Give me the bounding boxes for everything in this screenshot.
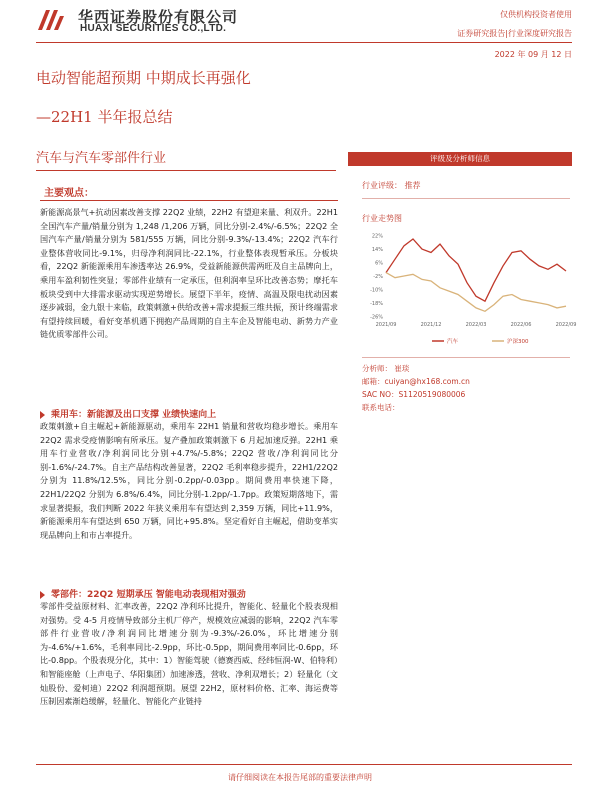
bullet-arrow-icon <box>40 411 45 419</box>
bullet-arrow-icon <box>40 591 45 599</box>
footer-divider <box>36 764 572 765</box>
sac-number: SAC NO：S1120519080006 <box>362 390 466 399</box>
series-line-1 <box>386 273 566 312</box>
key-points-title: 主要观点： <box>44 188 94 199</box>
industry-rating: 行业评级： 推荐 <box>362 181 421 190</box>
contact-phone: 联系电话： <box>362 403 400 412</box>
key-points-paragraph: 新能源高景气+抗动因素改善支撑 22Q2 业绩，22H2 有望迎来量、利双升。22H1 全国汽车产量/销量分别为 1,248 /1,206 万辆，同比分别-2.4%/-6.5%；22Q2 全国汽车产量/销量分别为 581/555 万辆，同比分别-9.3%/-13.4%；22Q2 汽车行业整体营收同比-9.1%，归母净利润同比-22.1%，行业整体表现暂承压。分板块看，22Q2 新能源乘用车渗透率达 26.9%，受益新能源供需两旺及自主品牌向上，乘用车盈利韧性突显；零部件业绩有一定承压，但利润率呈环比改善态势；摩托车板块受到中大排需求驱动实现逆势增长。展望下半年，疫情、高温及限电扰动因素逐步减弱，金九银十来临，政策刺激+供给改善+需求提振三维共振，预计终端需求有望持续回暖，看好变革机遇下拥抱产品周期的自主车企及智能电动、新势力产业链优质零部件公司。 <box>40 207 338 340</box>
company-logo-icon <box>36 8 66 32</box>
y-tick-label: -26% <box>370 314 383 321</box>
analyst-name: 分析师： 崔琰 <box>362 364 410 373</box>
industry-trend-chart <box>360 228 577 350</box>
x-tick-label: 2022/09 <box>555 322 577 328</box>
company-name-en: HUAXI SECURITIES CO.,LTD. <box>80 23 227 34</box>
legend-label: 沪深300 <box>507 339 529 345</box>
trend-chart-title: 行业走势图 <box>362 214 402 223</box>
key-points-divider <box>40 200 338 201</box>
legend-label: 汽车 <box>447 339 459 345</box>
section-body-passenger-cars: 政策刺激+自主崛起+新能源驱动，乘用车 22H1 销量和营收均稳步增长。乘用车 22Q2 需求受疫情影响有所承压。复产叠加政策刺激下 6 月起加速反弹。22H1 乘用车行业营收/净利润同比分别+4.7%/-5.8%；22Q2 营收/净利润同比分别-1.6%/-24.7%。自主产品结构改善显著，22Q2 毛利率稳步提升，22H1/22Q2 分别为 11.8%/12.5%，同比分别-0.2pp/-0.03pp。期间费用率快速下降，22H1/22Q2 分别为 6.8%/6.4%，同比分别-1.2pp/-1.7pp。政策短期落地下，需求显著提振，我们判断 2022 年狭义乘用车有望达到 2,359 万辆，同比+11.9%，新能源乘用车有望达到 650 万辆，同比+95.8%。坚定看好自主崛起，借助变革实现品牌向上和市占率提升。 <box>40 421 338 540</box>
section-heading-passenger-cars <box>40 407 338 420</box>
company-name-cn: 华西证券股份有限公司 <box>78 8 239 26</box>
series-line-0 <box>386 239 566 301</box>
legal-notice: 请仔细阅读在本报告尾部的重要法律声明 <box>228 773 372 782</box>
sidebar-divider-2 <box>362 357 570 358</box>
x-tick-label: 2022/06 <box>510 322 532 328</box>
x-tick-label: 2021/09 <box>375 322 397 328</box>
audience-note: 仅供机构投资者使用 <box>500 10 572 19</box>
y-tick-label: 6% <box>375 260 383 267</box>
report-title-line2: —22H1 半年报总结 <box>36 108 173 126</box>
sidebar-header: 评级及分析师信息 <box>348 152 572 166</box>
y-tick-label: 22% <box>371 233 383 240</box>
y-tick-label: -10% <box>370 287 383 294</box>
section-heading-text: 乘用车：新能源及出口支撑 业绩快速向上 <box>51 410 217 420</box>
y-tick-label: 14% <box>371 247 383 254</box>
sidebar-divider <box>362 198 570 199</box>
section-heading-text: 零部件：22Q2 短期承压 智能电动表现相对强劲 <box>51 590 246 600</box>
report-type: 证券研究报告|行业深度研究报告 <box>457 29 572 38</box>
report-date: 2022 年 09 月 12 日 <box>494 50 572 59</box>
y-tick-label: -2% <box>373 274 383 280</box>
header-divider <box>36 42 572 43</box>
industry-name: 汽车与汽车零部件行业 <box>36 151 167 166</box>
section-body-components: 零部件受益原材料、汇率改善，22Q2 净利环比提升，智能化、轻量化个股表现相对强势。受 4-5 月疫情导致部分主机厂停产，规模效应减弱的影响，22Q2 汽车零部件行业营收/净利润同比增速分别为-9.3%/-26.0%，环比增速分别为-4.6%/+1.6%，毛利率同比-2.9pp，环比-0.5pp，期间费用率同比-0.6pp，环比-0.8pp。个股表现分化，其中：1）智能驾驶（德赛西威、经纬恒润-W、伯特利）和智能座舱（上声电子、华阳集团）加速渗透，营收、净利双增长；2）轻量化（文灿股份、爱柯迪）22Q2 利润超预期。展望 22H2，原材料价格、汇率、海运费等压制因素渐趋缓解，轻量化、智能化产业链持 <box>40 601 338 707</box>
report-title-line1: 电动智能超预期 中期成长再强化 <box>36 69 251 87</box>
x-tick-label: 2021/12 <box>420 322 442 328</box>
x-tick-label: 2022/03 <box>465 322 487 328</box>
industry-divider <box>36 170 336 171</box>
y-tick-label: -18% <box>370 300 383 307</box>
section-heading-components <box>40 587 338 600</box>
analyst-email[interactable]: 邮箱：cuiyan@hx168.com.cn <box>362 377 470 386</box>
